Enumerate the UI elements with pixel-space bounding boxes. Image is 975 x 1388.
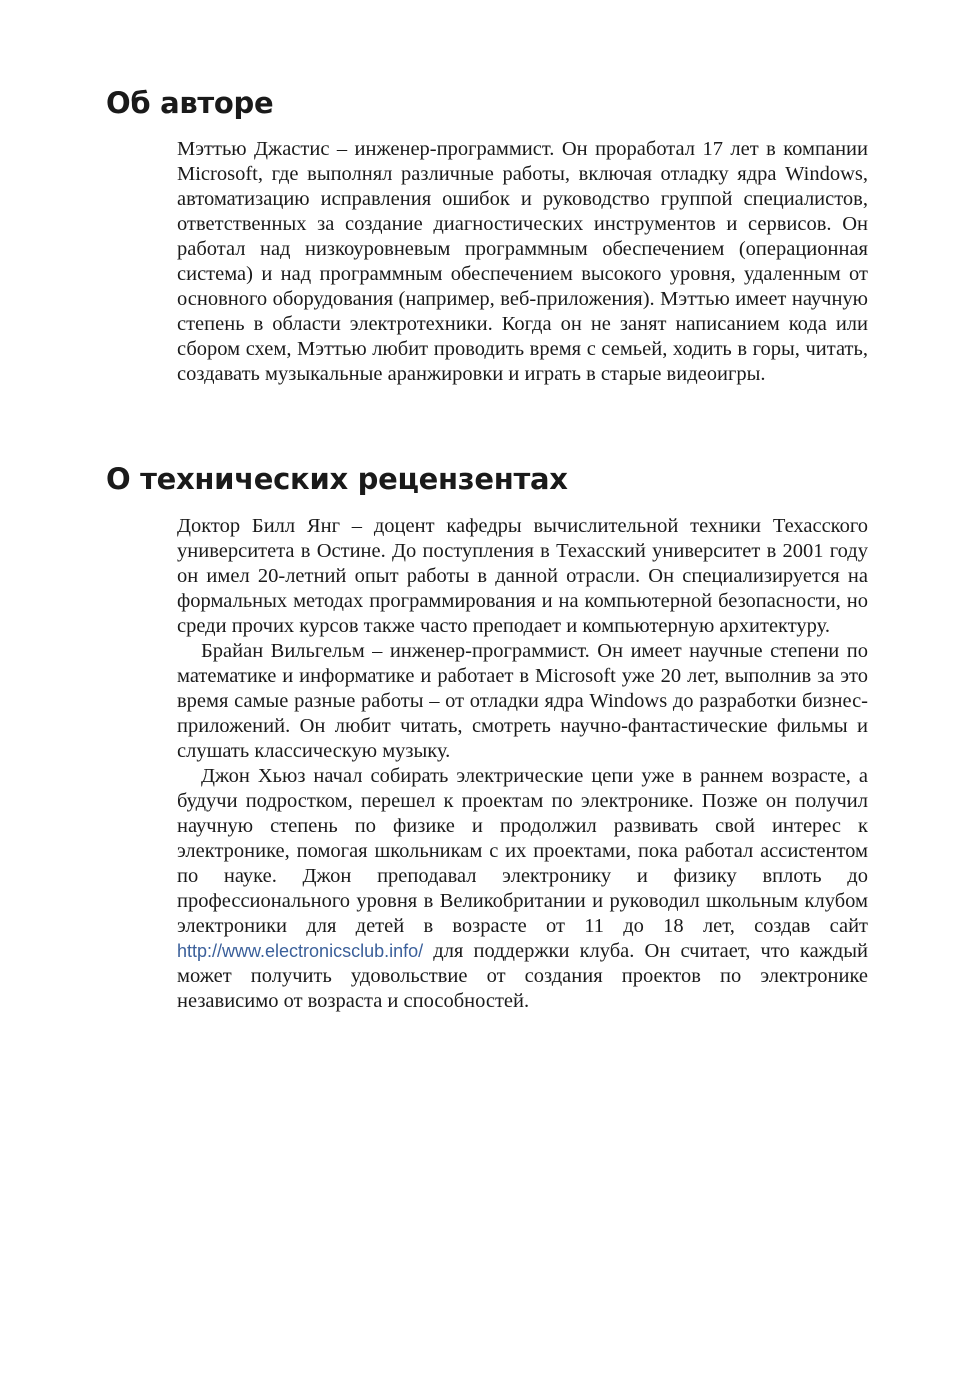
electronics-club-link[interactable]: http://www.electronicsclub.info/ [177,941,424,961]
author-bio-paragraph: Мэттью Джастис – инженер-программист. Он проработал 17 лет в компании Microsoft, где выполнял различные работы, включая отладку ядра Windows, автоматизацию исправления ошибок и руководство группой специалистов, ответственных за создание диагностических инструментов и сервисов. Он работал над низкоуровневым программным обеспечением (операционная система) и над программным обеспечением высокого уровня, удаленным от основного оборудования (например, веб-приложения). Мэттью имеет научную степень в области электротехники. Когда он не занят написанием кода или сбором схем, Мэттью любит проводить время с семьей, ходить в горы, читать, создавать музыкальные аранжировки и играть в старые видеоигры. [177,138,868,385]
about-reviewers-section [177,514,868,1014]
reviewer-bio-hughes [177,764,868,1014]
reviewer-bio-wilhelm: Брайан Вильгельм – инженер-программист. Он имеет научные степени по математике и информатике и работает в Microsoft уже 20 лет, выполнив за это время самые разные работы – от отладки ядра Windows до разработки бизнес-приложений. Он любит читать, смотреть научно-фантастические фильмы и слушать классическую музыку. [177,640,868,762]
about-author-section [177,137,868,387]
reviewer-bio-hughes-text-start: Джон Хьюз начал собирать электрические цепи уже в раннем возрасте, а будучи подростком, перешел к проектам по электронике. Позже он получил научную степень по физике и продолжил развивать свой интерес к электронике, помогая школьникам с их проектами, пока работал ассистентом по науке. Джон преподавал электронику и физику вплоть до профессионального уровня в Великобритании и руководил школьным клубом электроники для детей в возрасте от 11 до 18 лет, создав сайт [177,765,868,937]
reviewer-bio-hughes-text-end: для поддержки клуба. Он считает, что каждый может получить удовольствие от создания проектов по электронике независимо от возраста и способностей. [177,940,868,1012]
about-author-heading: Об авторе [106,86,274,120]
reviewer-bio-young: Доктор Билл Янг – доцент кафедры вычислительной техники Техасского университета в Остине. До поступления в Техасский университет в 2001 году он имел 20-летний опыт работы в данной отрасли. Он специализируется на формальных методах программирования и на компьютерной безопасности, но среди прочих курсов также часто преподает и компьютерную архитектуру. [177,515,868,637]
about-reviewers-heading: О технических рецензентах [106,462,568,496]
